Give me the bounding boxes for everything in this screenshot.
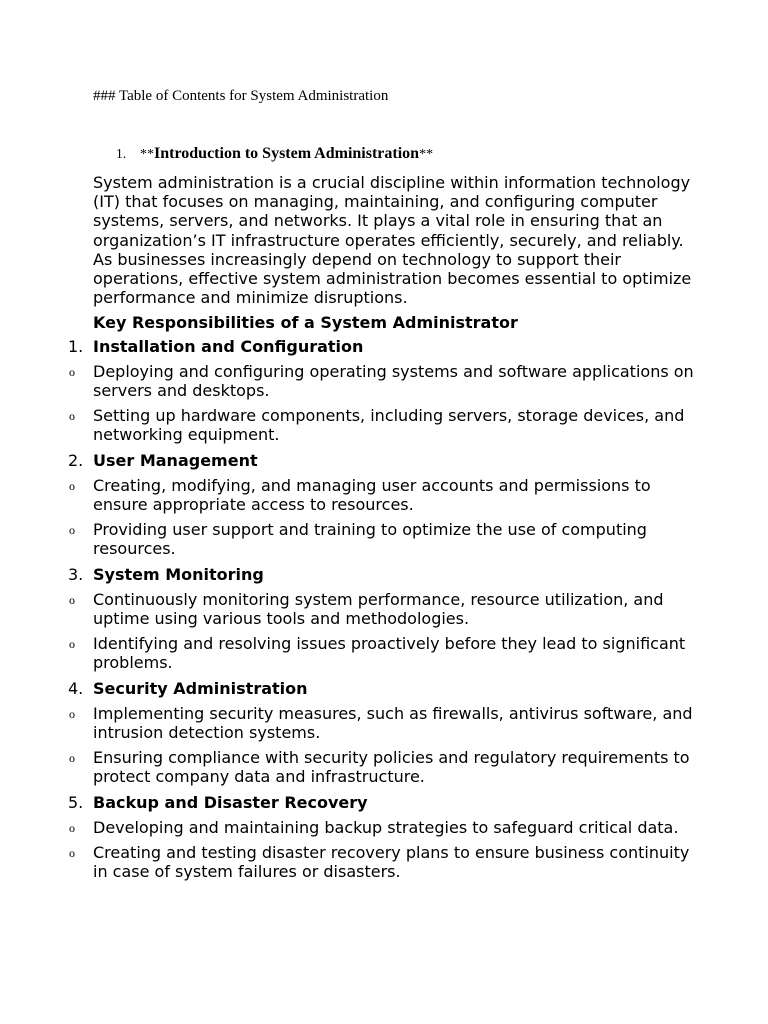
bullet-item: [69, 703, 703, 743]
bullet-item: [69, 475, 703, 515]
section-heading: [68, 678, 703, 698]
bullet-marker: o: [69, 751, 75, 766]
bullet-text: Developing and maintaining backup strategies to safeguard critical data.: [93, 817, 679, 837]
intro-item-title: Introduction to System Administration: [154, 145, 420, 162]
responsibility-section: [68, 678, 703, 787]
responsibility-section: [68, 450, 703, 559]
bullet-marker: o: [69, 523, 75, 538]
toc-heading: ### Table of Contents for System Administration: [93, 88, 389, 104]
section-title: Security Administration: [93, 678, 308, 698]
intro-item-marker-open: **: [140, 147, 154, 162]
bullet-text: Implementing security measures, such as firewalls, antivirus software, and intrusion detection systems.: [93, 703, 693, 743]
bullet-item: [69, 748, 703, 787]
section-title: User Management: [93, 450, 258, 470]
bullet-item: [69, 361, 703, 401]
bullet-text: Continuously monitoring system performance, resource utilization, and uptime using various tools and methodologies.: [93, 589, 664, 629]
bullet-item: [69, 520, 703, 559]
section-heading: [68, 792, 703, 812]
intro-item-marker-close: **: [419, 147, 434, 162]
section-heading: [68, 564, 703, 584]
section-number: 1.: [68, 336, 84, 356]
bullet-text: Deploying and configuring operating systems and software applications on servers and desktops.: [93, 361, 694, 401]
responsibility-section: [68, 792, 703, 882]
section-number: 2.: [68, 450, 84, 470]
bullet-item: [69, 589, 703, 629]
bullet-item: [69, 406, 703, 445]
section-heading: [68, 336, 703, 356]
bullet-text: Ensuring compliance with security policies and regulatory requirements to protect company data and infrastructure.: [93, 748, 690, 787]
bullet-marker: o: [69, 637, 75, 652]
section-number: 3.: [68, 564, 84, 584]
bullet-item: [69, 817, 703, 837]
section-heading: [68, 450, 703, 470]
bullet-marker: o: [69, 364, 75, 379]
document-body: [68, 173, 703, 888]
bullet-marker: o: [69, 478, 75, 493]
bullet-text: Creating, modifying, and managing user accounts and permissions to ensure appropriate access to resources.: [93, 475, 651, 515]
section-title: Installation and Configuration: [93, 336, 364, 356]
bullet-marker: o: [69, 820, 75, 835]
intro-paragraph: System administration is a crucial discipline within information technology (IT) that focuses on managing, maintaining, and configuring computer systems, servers, and networks. It plays a vital role in ensuring that an organization’s IT infrastructure operates efficiently, securely, and reliably. As businesses increasingly depend on technology to support their operations, effective system administration becomes essential to optimize performance and minimize disruptions.: [93, 173, 692, 308]
bullet-text: Identifying and resolving issues proactively before they lead to significant problems.: [93, 634, 686, 673]
bullet-marker: o: [69, 706, 75, 721]
intro-list-item: [116, 144, 433, 164]
section-title: Backup and Disaster Recovery: [93, 792, 368, 812]
bullet-marker: o: [69, 592, 75, 607]
bullet-item: [69, 634, 703, 673]
bullet-marker: o: [69, 846, 75, 861]
bullet-item: [69, 843, 703, 882]
bullet-text: Creating and testing disaster recovery plans to ensure business continuity in case of system failures or disasters.: [93, 843, 690, 882]
intro-item-number: 1.: [116, 146, 127, 161]
bullet-text: Setting up hardware components, including servers, storage devices, and networking equipment.: [93, 406, 685, 445]
bullet-marker: o: [69, 409, 75, 424]
bullet-text: Providing user support and training to optimize the use of computing resources.: [93, 520, 647, 559]
responsibility-section: [68, 336, 703, 445]
responsibilities-heading: Key Responsibilities of a System Administrator: [93, 313, 518, 333]
section-number: 5.: [68, 792, 84, 812]
section-number: 4.: [68, 678, 84, 698]
responsibility-section: [68, 564, 703, 673]
section-title: System Monitoring: [93, 564, 264, 584]
